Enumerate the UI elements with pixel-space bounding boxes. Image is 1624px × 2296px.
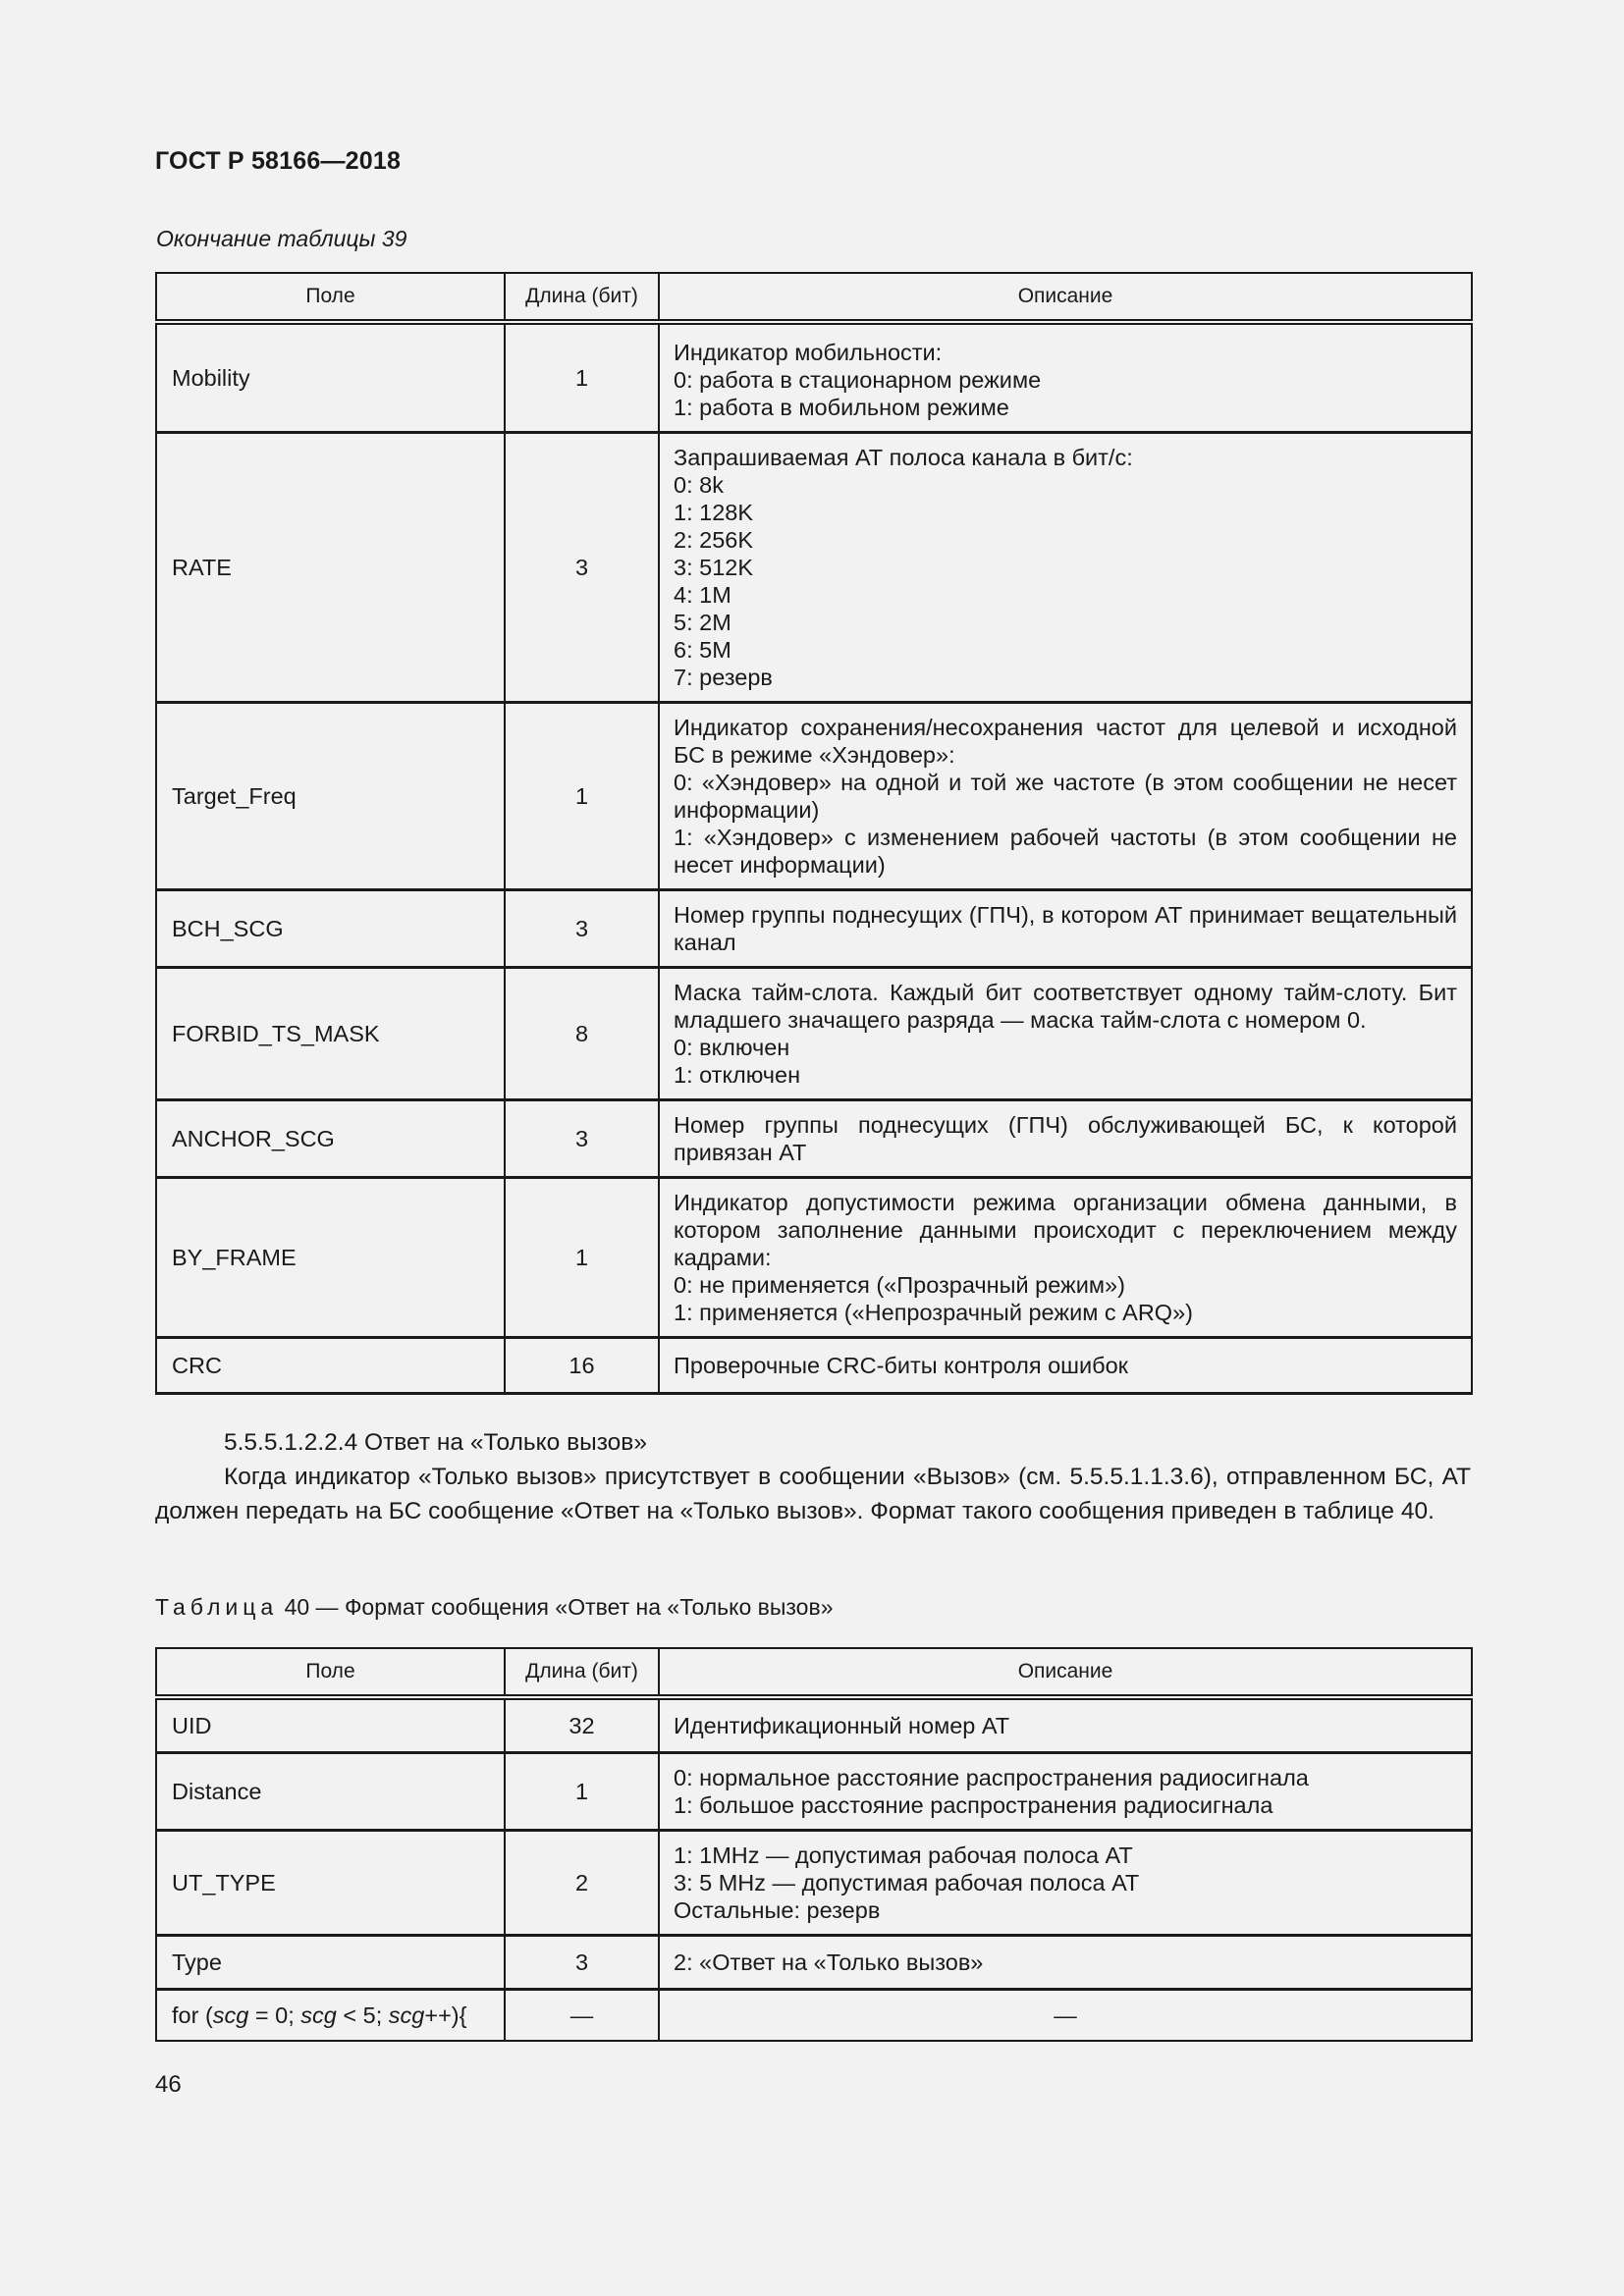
description-line: 7: резерв bbox=[674, 665, 773, 690]
description-line: Идентификационный номер АТ bbox=[674, 1713, 1010, 1738]
description-cell bbox=[659, 703, 1472, 890]
loop-variable: scg bbox=[388, 2002, 425, 2028]
table-row bbox=[156, 322, 1472, 433]
description-line: Индикатор мобильности: bbox=[674, 340, 943, 365]
table-row bbox=[156, 1338, 1472, 1394]
bit-length-cell: 1 bbox=[505, 322, 659, 433]
description-cell bbox=[659, 1338, 1472, 1394]
description-line: Остальные: резерв bbox=[674, 1897, 881, 1923]
document-header: ГОСТ Р 58166—2018 bbox=[155, 147, 402, 175]
description-line: Индикатор сохранения/несохранения частот для целевой и исходной БС в режиме «Хэндовер»: bbox=[674, 715, 1457, 768]
bit-length-cell: 3 bbox=[505, 1100, 659, 1178]
description-line: 0: «Хэндовер» на одной и той же частоте (в этом сообщении не несет информации) bbox=[674, 770, 1457, 823]
field-name-cell: FORBID_TS_MASK bbox=[156, 968, 505, 1100]
table-40 bbox=[155, 1647, 1473, 2042]
bit-length-cell: 3 bbox=[505, 890, 659, 968]
description-line: 5: 2M bbox=[674, 610, 731, 635]
description-cell bbox=[659, 1936, 1472, 1990]
description-cell bbox=[659, 1831, 1472, 1936]
table-row bbox=[156, 968, 1472, 1100]
description-line: Номер группы поднесущих (ГПЧ) обслуживающей БС, к которой привязан АТ bbox=[674, 1112, 1457, 1165]
loop-syntax: ++){ bbox=[424, 2002, 467, 2028]
table-39 bbox=[155, 272, 1473, 1395]
bit-length-cell: 1 bbox=[505, 1178, 659, 1338]
section-text bbox=[155, 1425, 1471, 1528]
description-line: Индикатор допустимости режима организации обмена данными, в котором заполнение данными происходит с переключением между кадрами: bbox=[674, 1190, 1457, 1270]
loop-syntax: = 0; bbox=[248, 2002, 301, 2028]
description-line: 1: «Хэндовер» с изменением рабочей частоты (в этом сообщении не несет информации) bbox=[674, 825, 1457, 878]
description-line: Запрашиваемая АТ полоса канала в бит/с: bbox=[674, 445, 1133, 470]
description-line: 1: большое расстояние распространения радиосигнала bbox=[674, 1792, 1273, 1818]
table-40-caption-title: 40 — Формат сообщения «Ответ на «Только вызов» bbox=[278, 1594, 834, 1620]
description-cell bbox=[659, 433, 1472, 703]
bit-length-cell: 1 bbox=[505, 1753, 659, 1831]
description-line: 0: не применяется («Прозрачный режим») bbox=[674, 1272, 1125, 1298]
column-header-field: Поле bbox=[156, 273, 505, 322]
description-line: 1: применяется («Непрозрачный режим с ARQ») bbox=[674, 1300, 1193, 1325]
description-line: 1: 1MHz — допустимая рабочая полоса АТ bbox=[674, 1842, 1133, 1868]
description-cell bbox=[659, 1697, 1472, 1753]
description-line: Маска тайм-слота. Каждый бит соответствует одному тайм-слоту. Бит младшего значащего разряда — маска тайм-слота с номером 0. bbox=[674, 980, 1457, 1033]
column-header-description: Описание bbox=[659, 1648, 1472, 1697]
table-row bbox=[156, 1178, 1472, 1338]
table-row bbox=[156, 1100, 1472, 1178]
field-name-cell: Distance bbox=[156, 1753, 505, 1831]
bit-length-cell: 32 bbox=[505, 1697, 659, 1753]
column-header-description: Описание bbox=[659, 273, 1472, 322]
description-line: Номер группы поднесущих (ГПЧ), в котором АТ принимает вещательный канал bbox=[674, 902, 1457, 955]
field-name-cell: UT_TYPE bbox=[156, 1831, 505, 1936]
description-line: 3: 5 MHz — допустимая рабочая полоса АТ bbox=[674, 1870, 1140, 1896]
table-row bbox=[156, 1990, 1472, 2042]
description-line: 6: 5M bbox=[674, 637, 731, 663]
table-39-caption: Окончание таблицы 39 bbox=[156, 226, 407, 251]
bit-length-cell: 8 bbox=[505, 968, 659, 1100]
bit-length-cell: 1 bbox=[505, 703, 659, 890]
table-row bbox=[156, 1936, 1472, 1990]
description-line: Проверочные CRC-биты контроля ошибок bbox=[674, 1353, 1128, 1378]
table-40-caption bbox=[155, 1594, 833, 1621]
description-line: 2: «Ответ на «Только вызов» bbox=[674, 1949, 984, 1975]
field-name-cell: Mobility bbox=[156, 322, 505, 433]
section-heading: 5.5.5.1.2.2.4 Ответ на «Только вызов» bbox=[224, 1429, 647, 1456]
bit-length-cell: — bbox=[505, 1990, 659, 2042]
column-header-length: Длина (бит) bbox=[505, 273, 659, 322]
table-row bbox=[156, 890, 1472, 968]
table-row bbox=[156, 703, 1472, 890]
description-line: 3: 512K bbox=[674, 555, 754, 580]
description-line: 1: 128K bbox=[674, 500, 754, 525]
loop-syntax: for ( bbox=[172, 2002, 213, 2028]
section-paragraph: Когда индикатор «Только вызов» присутствует в сообщении «Вызов» (см. 5.5.5.1.1.3.6), отправленном БС, АТ должен передать на БС сообщение «Ответ на «Только вызов». Формат такого сообщения приведен в таблице 40. bbox=[155, 1464, 1471, 1524]
description-cell bbox=[659, 322, 1472, 433]
column-header-length: Длина (бит) bbox=[505, 1648, 659, 1697]
table-row bbox=[156, 1697, 1472, 1753]
bit-length-cell: 3 bbox=[505, 433, 659, 703]
page-number: 46 bbox=[155, 2071, 182, 2098]
description-line: 1: работа в мобильном режиме bbox=[674, 395, 1009, 420]
description-cell bbox=[659, 1100, 1472, 1178]
field-name-cell: RATE bbox=[156, 433, 505, 703]
description-cell: — bbox=[659, 1990, 1472, 2042]
field-name-cell bbox=[156, 1990, 505, 2042]
description-cell bbox=[659, 1753, 1472, 1831]
field-name-cell: BY_FRAME bbox=[156, 1178, 505, 1338]
field-name-cell: BCH_SCG bbox=[156, 890, 505, 968]
table-row bbox=[156, 433, 1472, 703]
table-40-caption-word: Таблица bbox=[155, 1594, 279, 1620]
table-row bbox=[156, 1831, 1472, 1936]
field-name-cell: UID bbox=[156, 1697, 505, 1753]
description-cell bbox=[659, 1178, 1472, 1338]
field-name-cell: Type bbox=[156, 1936, 505, 1990]
field-name-cell: Target_Freq bbox=[156, 703, 505, 890]
loop-variable: scg bbox=[212, 2002, 249, 2028]
description-line: 0: включен bbox=[674, 1035, 790, 1060]
loop-variable: scg bbox=[300, 2002, 337, 2028]
column-header-field: Поле bbox=[156, 1648, 505, 1697]
description-line: 2: 256K bbox=[674, 527, 754, 553]
description-line: 0: работа в стационарном режиме bbox=[674, 367, 1042, 393]
description-line: 4: 1M bbox=[674, 582, 731, 608]
description-cell bbox=[659, 890, 1472, 968]
loop-syntax: < 5; bbox=[336, 2002, 389, 2028]
field-name-cell: CRC bbox=[156, 1338, 505, 1394]
description-cell bbox=[659, 968, 1472, 1100]
bit-length-cell: 2 bbox=[505, 1831, 659, 1936]
description-line: 0: 8k bbox=[674, 472, 724, 498]
description-line: 1: отключен bbox=[674, 1062, 801, 1088]
bit-length-cell: 3 bbox=[505, 1936, 659, 1990]
description-line: 0: нормальное расстояние распространения радиосигнала bbox=[674, 1765, 1309, 1790]
field-name-cell: ANCHOR_SCG bbox=[156, 1100, 505, 1178]
bit-length-cell: 16 bbox=[505, 1338, 659, 1394]
table-row bbox=[156, 1753, 1472, 1831]
